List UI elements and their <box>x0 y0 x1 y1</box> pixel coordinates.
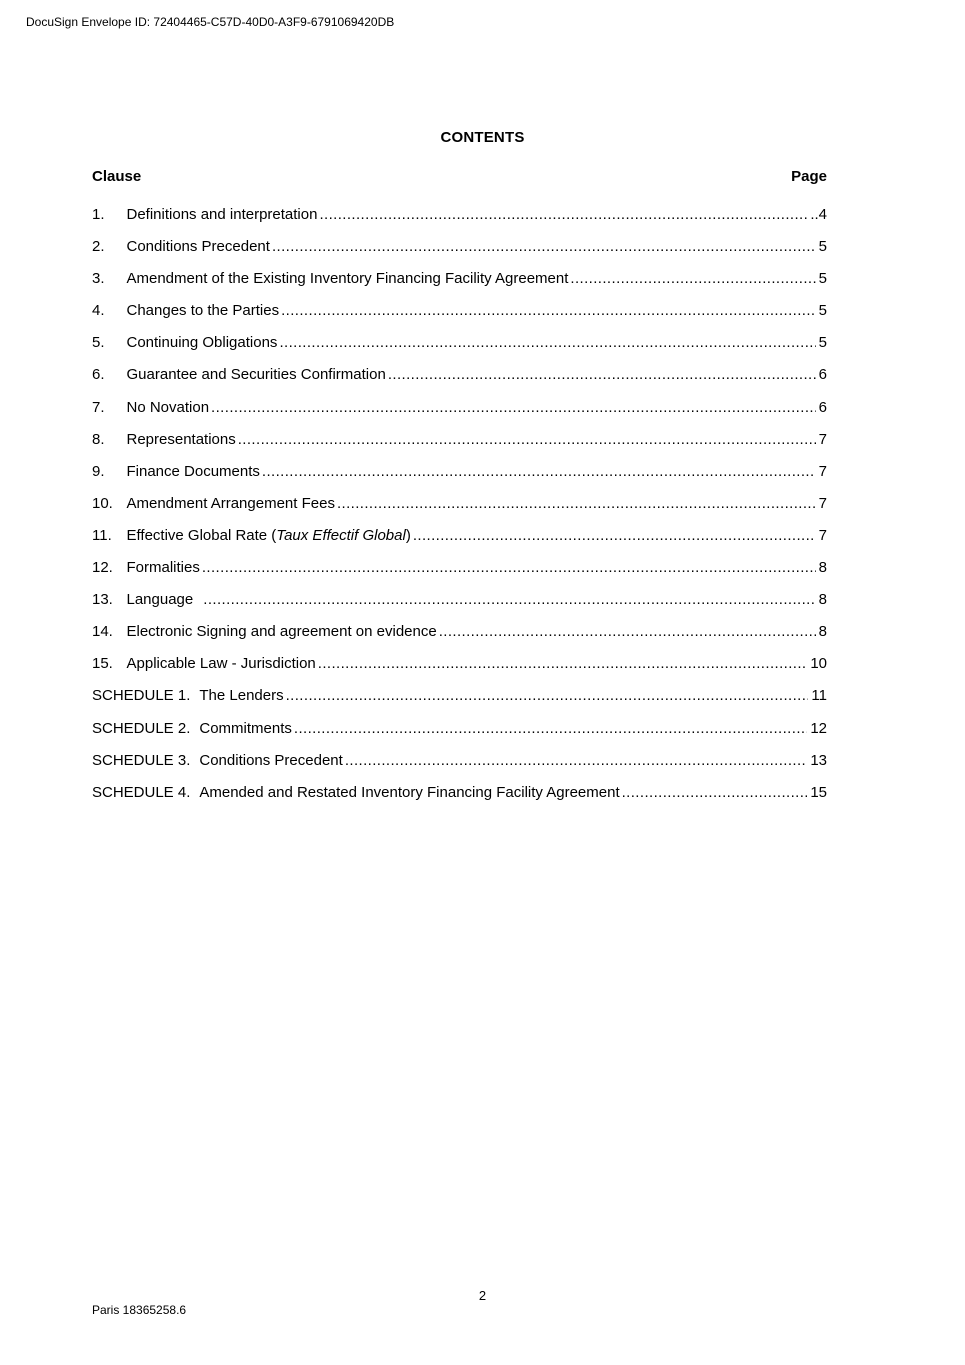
clause-number: 14. <box>92 623 113 641</box>
document-reference: Paris 18365258.6 <box>92 1303 187 1317</box>
page-reference: 7 <box>818 462 827 480</box>
dot-leader <box>203 591 815 609</box>
toc-entry-14[interactable] <box>92 623 827 655</box>
page-reference: 13 <box>810 751 827 769</box>
clause-number: 10. <box>92 494 113 512</box>
dot-leader <box>337 495 816 513</box>
page-reference: 8 <box>818 591 827 609</box>
page-reference: 15 <box>810 783 827 801</box>
schedule-label: SCHEDULE 2. <box>92 719 191 737</box>
clause-title: Language <box>126 591 194 609</box>
schedule-label: SCHEDULE 3. <box>92 751 191 769</box>
clause-number: 11. <box>92 526 112 544</box>
toc-entry-8[interactable] <box>92 431 827 463</box>
toc-entry-2[interactable] <box>92 238 827 270</box>
clause-title: Representations <box>126 430 236 448</box>
page-reference: 11 <box>811 687 827 705</box>
dot-leader <box>294 720 807 738</box>
page-title: CONTENTS <box>440 129 525 146</box>
toc-entry-7[interactable] <box>92 399 827 431</box>
clause-title-prefix: Effective Global Rate ( <box>126 526 277 544</box>
dot-leader <box>272 238 816 256</box>
toc-schedule-4[interactable] <box>92 784 827 816</box>
clause-number: 1. <box>92 206 105 223</box>
page-reference: 12 <box>810 719 827 737</box>
clause-number: 2. <box>92 238 105 256</box>
schedule-title: Amended and Restated Inventory Financing Facility Agreement <box>199 783 620 801</box>
schedule-label: SCHEDULE 4. <box>92 783 191 801</box>
clause-number: 8. <box>92 430 105 448</box>
page-reference: 6 <box>818 366 827 384</box>
clause-number: 7. <box>92 398 105 416</box>
dot-leader <box>238 431 816 449</box>
clause-title: Guarantee and Securities Confirmation <box>126 366 386 384</box>
clause-title: Continuing Obligations <box>126 334 278 352</box>
clause-title: Formalities <box>126 559 200 577</box>
dot-leader <box>319 206 807 224</box>
clause-number: 3. <box>92 270 105 288</box>
page-reference: 7 <box>818 494 827 512</box>
clause-title-suffix: ) <box>405 526 411 544</box>
clause-title <box>127 527 411 545</box>
dot-leader <box>262 463 816 481</box>
toc-entry-6[interactable] <box>92 366 827 398</box>
dot-leader <box>318 655 808 673</box>
clause-title: Finance Documents <box>126 462 260 480</box>
page-reference: 8 <box>818 559 827 577</box>
toc-entry-3[interactable] <box>92 270 827 302</box>
toc-schedule-2[interactable] <box>92 720 827 752</box>
page-reference: 5 <box>818 238 827 256</box>
page-reference: 10 <box>810 655 827 673</box>
schedule-label: SCHEDULE 1. <box>92 687 191 705</box>
clause-number: 4. <box>92 302 105 320</box>
page-reference: ..4 <box>810 206 827 223</box>
clause-title: Electronic Signing and agreement on evidence <box>126 623 437 641</box>
clause-title: Amendment Arrangement Fees <box>126 494 335 512</box>
page-reference: 5 <box>818 334 827 352</box>
clause-title: Changes to the Parties <box>126 302 280 320</box>
dot-leader <box>570 270 815 288</box>
toc-entry-4[interactable] <box>92 302 827 334</box>
clause-number: 13. <box>92 591 113 609</box>
clause-title: Amendment of the Existing Inventory Financing Facility Agreement <box>126 270 569 288</box>
toc-entry-5[interactable] <box>92 334 827 366</box>
clause-title: Conditions Precedent <box>126 238 270 256</box>
clause-number: 5. <box>92 334 105 352</box>
dot-leader <box>388 366 816 384</box>
clause-title: No Novation <box>126 398 210 416</box>
schedule-title: The Lenders <box>199 687 284 705</box>
clause-number: 6. <box>92 366 105 384</box>
clause-number: 9. <box>92 462 105 480</box>
toc-schedule-1[interactable] <box>92 687 827 719</box>
schedule-title: Conditions Precedent <box>199 751 343 769</box>
toc-entry-12[interactable] <box>92 559 827 591</box>
dot-leader <box>281 302 816 320</box>
clause-title-italic: Taux Effectif Global <box>276 526 406 544</box>
clause-number: 15. <box>92 655 113 673</box>
clause-number: 12. <box>92 559 113 577</box>
dot-leader <box>622 784 808 802</box>
page-reference: 8 <box>818 623 827 641</box>
dot-leader <box>202 559 816 577</box>
dot-leader <box>286 687 809 705</box>
page-column-header: Page <box>791 168 827 185</box>
dot-leader <box>439 623 816 641</box>
toc-entry-9[interactable] <box>92 463 827 495</box>
toc-entry-13[interactable] <box>92 591 827 623</box>
page-reference: 5 <box>818 270 827 288</box>
dot-leader <box>345 752 808 770</box>
dot-leader <box>279 334 815 352</box>
schedule-title: Commitments <box>199 719 292 737</box>
clause-title: Definitions and interpretation <box>126 206 318 223</box>
toc-entry-15[interactable] <box>92 655 827 687</box>
toc-schedule-3[interactable] <box>92 752 827 784</box>
table-of-contents <box>92 206 827 816</box>
toc-entry-11[interactable] <box>92 527 827 559</box>
toc-entry-1[interactable] <box>92 206 827 238</box>
toc-entry-10[interactable] <box>92 495 827 527</box>
clause-column-header: Clause <box>92 168 142 185</box>
page-reference: 7 <box>818 430 827 448</box>
clause-title: Applicable Law - Jurisdiction <box>126 655 316 673</box>
page-reference: 7 <box>818 526 827 544</box>
dot-leader <box>211 399 816 417</box>
docusign-envelope-id: DocuSign Envelope ID: 72404465-C57D-40D0-A3F9-6791069420DB <box>26 15 395 29</box>
page-reference: 6 <box>818 398 827 416</box>
page-reference: 5 <box>818 302 827 320</box>
dot-leader <box>413 527 816 545</box>
page-number: 2 <box>478 1288 487 1303</box>
